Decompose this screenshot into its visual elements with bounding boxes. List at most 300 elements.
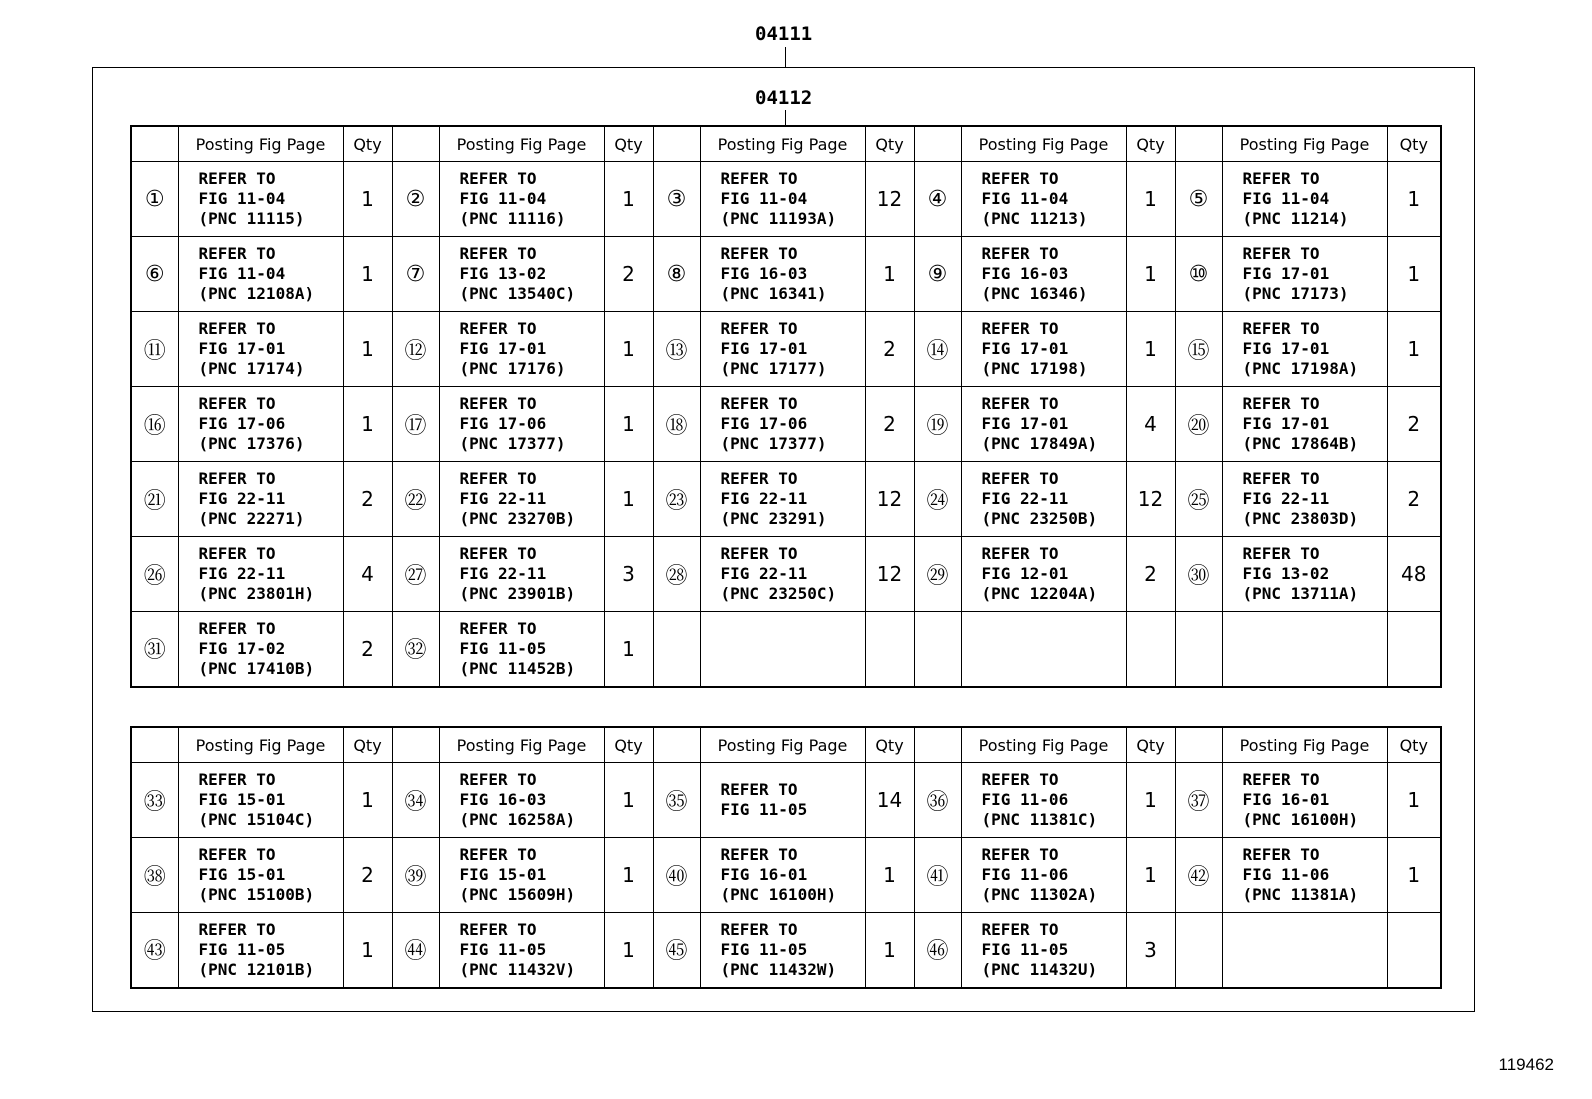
empty-cell <box>961 612 1126 687</box>
item-number: ㊲ <box>1175 763 1222 838</box>
reference-line1: REFER TO <box>981 845 1059 864</box>
posting-reference <box>700 162 865 237</box>
quantity: 12 <box>865 162 914 237</box>
reference-line3: (PNC 11116) <box>459 209 566 228</box>
posting-reference <box>439 913 604 988</box>
item-number: ⑳ <box>1175 387 1222 462</box>
posting-reference <box>700 913 865 988</box>
reference-line3: (PNC 11214) <box>1242 209 1349 228</box>
posting-reference <box>700 537 865 612</box>
reference-line2: FIG 11-06 <box>981 865 1069 884</box>
quantity: 1 <box>343 312 392 387</box>
posting-reference <box>1222 162 1387 237</box>
empty-cell <box>1387 913 1441 988</box>
reference-line1: REFER TO <box>1242 770 1320 789</box>
header-posting-fig-page: Posting Fig Page <box>178 727 343 763</box>
reference-line1: REFER TO <box>459 845 537 864</box>
empty-cell <box>653 612 700 687</box>
quantity: 1 <box>1387 162 1441 237</box>
item-number: ㉛ <box>131 612 178 687</box>
reference-line3: (PNC 13540C) <box>459 284 576 303</box>
item-number: ② <box>392 162 439 237</box>
reference-line2: FIG 17-01 <box>459 339 547 358</box>
item-number: ⑲ <box>914 387 961 462</box>
quantity: 12 <box>1126 462 1175 537</box>
empty-cell <box>1126 612 1175 687</box>
empty-cell <box>1387 612 1441 687</box>
figure-number: 119462 <box>1498 1055 1554 1074</box>
reference-line1: REFER TO <box>459 919 537 939</box>
quantity: 2 <box>865 387 914 462</box>
reference-line3: (PNC 23291) <box>720 509 827 528</box>
quantity: 1 <box>604 462 653 537</box>
header-blank <box>131 727 178 763</box>
reference-line1: REFER TO <box>198 169 276 188</box>
posting-reference <box>439 312 604 387</box>
posting-reference <box>961 838 1126 913</box>
reference-line3: (PNC 13711A) <box>1242 584 1359 603</box>
reference-line1: REFER TO <box>1242 244 1320 263</box>
posting-reference <box>178 162 343 237</box>
reference-line2: FIG 15-01 <box>198 790 286 809</box>
reference-line1: REFER TO <box>1242 469 1320 488</box>
quantity: 1 <box>343 763 392 838</box>
reference-line1: REFER TO <box>198 469 276 488</box>
posting-reference <box>178 763 343 838</box>
reference-line1: REFER TO <box>981 770 1059 789</box>
reference-line1: REFER TO <box>720 244 798 263</box>
quantity: 1 <box>343 162 392 237</box>
posting-reference <box>1222 387 1387 462</box>
reference-line3: (PNC 17849A) <box>981 434 1098 453</box>
item-number: ㊷ <box>1175 838 1222 913</box>
reference-line1: REFER TO <box>459 770 537 789</box>
quantity: 1 <box>865 913 914 988</box>
reference-line1: REFER TO <box>720 469 798 488</box>
reference-line1: REFER TO <box>459 544 537 563</box>
reference-line3: (PNC 11381C) <box>981 810 1098 829</box>
reference-line2: FIG 11-04 <box>1242 189 1330 208</box>
header-blank <box>392 126 439 162</box>
item-number: ㉝ <box>131 763 178 838</box>
reference-line2: FIG 11-05 <box>459 939 547 959</box>
item-number: ③ <box>653 162 700 237</box>
item-number: ⑭ <box>914 312 961 387</box>
reference-line3: (PNC 17176) <box>459 359 566 378</box>
empty-cell <box>1175 913 1222 988</box>
header-row <box>131 727 1441 763</box>
posting-reference <box>1222 537 1387 612</box>
table-row <box>131 312 1441 387</box>
item-number: ⑧ <box>653 237 700 312</box>
reference-line3: (PNC 17376) <box>198 434 305 453</box>
posting-reference <box>1222 237 1387 312</box>
posting-reference <box>961 162 1126 237</box>
table-row <box>131 537 1441 612</box>
quantity: 12 <box>865 462 914 537</box>
item-number: ㊴ <box>392 838 439 913</box>
reference-line2: FIG 11-04 <box>981 189 1069 208</box>
reference-line3: (PNC 23250C) <box>720 584 837 603</box>
header-blank <box>1175 126 1222 162</box>
item-number: ④ <box>914 162 961 237</box>
table-row <box>131 763 1441 838</box>
reference-line1: REFER TO <box>720 319 798 338</box>
header-qty: Qty <box>865 126 914 162</box>
header-qty: Qty <box>343 126 392 162</box>
reference-line1: REFER TO <box>198 919 276 939</box>
empty-cell <box>1222 612 1387 687</box>
reference-line2: FIG 16-03 <box>459 790 547 809</box>
quantity: 1 <box>865 838 914 913</box>
quantity: 48 <box>1387 537 1441 612</box>
posting-reference <box>700 312 865 387</box>
item-number: ㊻ <box>914 913 961 988</box>
quantity: 1 <box>1126 162 1175 237</box>
reference-line3: (PNC 16341) <box>720 284 827 303</box>
reference-line3: (PNC 17198) <box>981 359 1088 378</box>
callout-outer-label: 04111 <box>755 23 813 45</box>
reference-line2: FIG 11-04 <box>720 189 808 208</box>
reference-line1: REFER TO <box>720 845 798 864</box>
quantity: 2 <box>1387 462 1441 537</box>
header-qty: Qty <box>865 727 914 763</box>
reference-line3: (PNC 23270B) <box>459 509 576 528</box>
posting-reference <box>439 462 604 537</box>
empty-cell <box>865 612 914 687</box>
posting-reference <box>961 913 1126 988</box>
reference-line1: REFER TO <box>198 394 276 413</box>
item-number: ㉑ <box>131 462 178 537</box>
header-posting-fig-page: Posting Fig Page <box>961 727 1126 763</box>
posting-reference <box>439 237 604 312</box>
reference-line2: FIG 22-11 <box>198 489 286 508</box>
quantity: 2 <box>1387 387 1441 462</box>
reference-line2: FIG 11-05 <box>459 638 547 658</box>
reference-line2: FIG 16-01 <box>1242 790 1330 809</box>
posting-reference <box>961 763 1126 838</box>
reference-line3: (PNC 11213) <box>981 209 1088 228</box>
reference-line2: FIG 17-01 <box>198 339 286 358</box>
item-number: ⑱ <box>653 387 700 462</box>
reference-line1: REFER TO <box>981 544 1059 563</box>
posting-reference <box>439 763 604 838</box>
header-blank <box>392 727 439 763</box>
quantity: 1 <box>865 237 914 312</box>
reference-line3: (PNC 11432U) <box>981 959 1098 979</box>
header-qty: Qty <box>604 727 653 763</box>
posting-reference <box>439 838 604 913</box>
reference-line1: REFER TO <box>1242 169 1320 188</box>
quantity: 1 <box>1126 838 1175 913</box>
reference-line3: (PNC 12204A) <box>981 584 1098 603</box>
header-blank <box>1175 727 1222 763</box>
reference-line3: (PNC 22271) <box>198 509 305 528</box>
posting-reference <box>178 387 343 462</box>
posting-reference <box>178 612 343 687</box>
table-row <box>131 612 1441 687</box>
reference-line2: FIG 11-05 <box>720 939 808 959</box>
reference-line2: FIG 16-03 <box>981 264 1069 283</box>
quantity: 1 <box>1387 312 1441 387</box>
header-posting-fig-page: Posting Fig Page <box>439 727 604 763</box>
reference-line1: REFER TO <box>981 169 1059 188</box>
quantity: 1 <box>343 237 392 312</box>
reference-line1: REFER TO <box>981 394 1059 413</box>
reference-line3: (PNC 23803D) <box>1242 509 1359 528</box>
reference-line2: FIG 17-02 <box>198 638 286 658</box>
reference-line2: FIG 11-04 <box>459 189 547 208</box>
reference-line3: (PNC 17377) <box>459 434 566 453</box>
reference-line2: FIG 17-01 <box>720 339 808 358</box>
posting-reference <box>961 312 1126 387</box>
reference-line1: REFER TO <box>720 169 798 188</box>
item-number: ㉜ <box>392 612 439 687</box>
posting-reference <box>1222 763 1387 838</box>
reference-line1: REFER TO <box>981 469 1059 488</box>
reference-line2: FIG 11-04 <box>198 264 286 283</box>
reference-line3: (PNC 17173) <box>1242 284 1349 303</box>
quantity: 2 <box>343 838 392 913</box>
reference-line2: FIG 11-04 <box>198 189 286 208</box>
reference-line3: (PNC 11193A) <box>720 209 837 228</box>
reference-line2: FIG 17-06 <box>720 414 808 433</box>
reference-line3: (PNC 11302A) <box>981 885 1098 904</box>
posting-reference <box>439 612 604 687</box>
quantity: 1 <box>1387 763 1441 838</box>
quantity: 2 <box>865 312 914 387</box>
reference-line3: (PNC 11115) <box>198 209 305 228</box>
item-number: ① <box>131 162 178 237</box>
reference-line2: FIG 13-02 <box>459 264 547 283</box>
table-row <box>131 162 1441 237</box>
reference-line1: REFER TO <box>198 319 276 338</box>
quantity: 2 <box>343 462 392 537</box>
header-qty: Qty <box>1126 126 1175 162</box>
posting-reference <box>178 537 343 612</box>
quantity: 4 <box>343 537 392 612</box>
item-number: ㉒ <box>392 462 439 537</box>
reference-line1: REFER TO <box>459 319 537 338</box>
reference-line3: (PNC 23250B) <box>981 509 1098 528</box>
empty-cell <box>914 612 961 687</box>
item-number: ⑯ <box>131 387 178 462</box>
reference-line3: (PNC 11452B) <box>459 658 576 678</box>
reference-line3: (PNC 15609H) <box>459 885 576 904</box>
reference-line2: FIG 22-11 <box>720 564 808 583</box>
posting-reference <box>961 237 1126 312</box>
item-number: ㉟ <box>653 763 700 838</box>
item-number: ⑩ <box>1175 237 1222 312</box>
quantity: 2 <box>1126 537 1175 612</box>
posting-reference <box>178 237 343 312</box>
reference-line1: REFER TO <box>1242 845 1320 864</box>
quantity: 1 <box>1387 838 1441 913</box>
callout-inner-label: 04112 <box>755 87 813 109</box>
reference-line3: (PNC 15100B) <box>198 885 315 904</box>
quantity: 1 <box>604 162 653 237</box>
reference-line3: (PNC 17377) <box>720 434 827 453</box>
quantity: 3 <box>1126 913 1175 988</box>
quantity: 1 <box>604 387 653 462</box>
reference-line1: REFER TO <box>1242 319 1320 338</box>
reference-line1: REFER TO <box>198 770 276 789</box>
header-blank <box>653 727 700 763</box>
reference-line2: FIG 17-01 <box>981 414 1069 433</box>
item-number: ㊺ <box>653 913 700 988</box>
reference-line2: FIG 22-11 <box>1242 489 1330 508</box>
reference-line1: REFER TO <box>459 394 537 413</box>
header-posting-fig-page: Posting Fig Page <box>439 126 604 162</box>
reference-line1: REFER TO <box>981 244 1059 263</box>
reference-line3: (PNC 16258A) <box>459 810 576 829</box>
reference-line2: FIG 16-01 <box>720 865 808 884</box>
reference-line2: FIG 16-03 <box>720 264 808 283</box>
header-posting-fig-page: Posting Fig Page <box>961 126 1126 162</box>
reference-line2: FIG 22-11 <box>720 489 808 508</box>
reference-line2: FIG 22-11 <box>459 489 547 508</box>
reference-line2: FIG 13-02 <box>1242 564 1330 583</box>
posting-reference <box>178 312 343 387</box>
reference-line2: FIG 17-01 <box>1242 414 1330 433</box>
reference-line3: (PNC 11381A) <box>1242 885 1359 904</box>
header-qty: Qty <box>1387 126 1441 162</box>
quantity: 3 <box>604 537 653 612</box>
reference-line2: FIG 11-06 <box>981 790 1069 809</box>
reference-line2: FIG 11-06 <box>1242 865 1330 884</box>
reference-line3: (PNC 16100H) <box>720 885 837 904</box>
reference-table-1 <box>130 125 1442 688</box>
quantity: 1 <box>1126 237 1175 312</box>
reference-table-2 <box>130 726 1442 989</box>
posting-reference <box>178 462 343 537</box>
reference-line2: FIG 15-01 <box>459 865 547 884</box>
item-number: ㊵ <box>653 838 700 913</box>
reference-line1: REFER TO <box>720 544 798 563</box>
callout-inner-leader <box>785 110 786 126</box>
item-number: ㉙ <box>914 537 961 612</box>
reference-line3: (PNC 12108A) <box>198 284 315 303</box>
reference-line3: (PNC 11432V) <box>459 959 576 979</box>
reference-line1: REFER TO <box>459 169 537 188</box>
item-number: ㉓ <box>653 462 700 537</box>
quantity: 1 <box>343 913 392 988</box>
reference-line1: REFER TO <box>459 618 537 638</box>
reference-line2: FIG 12-01 <box>981 564 1069 583</box>
item-number: ㊸ <box>131 913 178 988</box>
quantity: 1 <box>604 913 653 988</box>
item-number: ㉔ <box>914 462 961 537</box>
reference-line2: FIG 17-01 <box>1242 339 1330 358</box>
reference-line1: REFER TO <box>1242 544 1320 563</box>
posting-reference <box>439 162 604 237</box>
header-blank <box>653 126 700 162</box>
empty-cell <box>700 612 865 687</box>
quantity: 1 <box>1126 312 1175 387</box>
item-number: ⑨ <box>914 237 961 312</box>
reference-line2: FIG 11-05 <box>981 939 1069 959</box>
reference-line1: REFER TO <box>459 469 537 488</box>
posting-reference <box>1222 462 1387 537</box>
posting-reference <box>439 537 604 612</box>
reference-line1: REFER TO <box>981 919 1059 939</box>
reference-line3: (PNC 11432W) <box>720 959 837 979</box>
posting-reference <box>700 387 865 462</box>
reference-line1: REFER TO <box>720 919 798 939</box>
reference-line2: FIG 11-05 <box>198 939 286 959</box>
header-posting-fig-page: Posting Fig Page <box>700 727 865 763</box>
header-qty: Qty <box>1126 727 1175 763</box>
posting-reference <box>700 838 865 913</box>
header-blank <box>914 727 961 763</box>
reference-line2: FIG 17-01 <box>981 339 1069 358</box>
reference-line2: FIG 17-06 <box>198 414 286 433</box>
item-number: ㊹ <box>392 913 439 988</box>
posting-reference <box>1222 312 1387 387</box>
table-row <box>131 913 1441 988</box>
posting-reference <box>700 237 865 312</box>
header-qty: Qty <box>604 126 653 162</box>
reference-line2: FIG 17-01 <box>1242 264 1330 283</box>
header-posting-fig-page: Posting Fig Page <box>1222 126 1387 162</box>
reference-line1: REFER TO <box>198 845 276 864</box>
quantity: 14 <box>865 763 914 838</box>
table-row <box>131 387 1441 462</box>
quantity: 12 <box>865 537 914 612</box>
posting-reference <box>961 462 1126 537</box>
item-number: ⑮ <box>1175 312 1222 387</box>
item-number: ⑦ <box>392 237 439 312</box>
table-row <box>131 462 1441 537</box>
reference-line3: (PNC 16346) <box>981 284 1088 303</box>
reference-line1: REFER TO <box>720 394 798 413</box>
header-posting-fig-page: Posting Fig Page <box>700 126 865 162</box>
header-posting-fig-page: Posting Fig Page <box>178 126 343 162</box>
quantity: 4 <box>1126 387 1175 462</box>
item-number: ㊱ <box>914 763 961 838</box>
posting-reference <box>961 387 1126 462</box>
header-blank <box>914 126 961 162</box>
header-blank <box>131 126 178 162</box>
reference-line2: FIG 17-06 <box>459 414 547 433</box>
reference-line2: FIG 22-11 <box>981 489 1069 508</box>
table-row <box>131 237 1441 312</box>
reference-line2: FIG 22-11 <box>459 564 547 583</box>
empty-cell <box>1175 612 1222 687</box>
posting-reference <box>700 462 865 537</box>
quantity: 1 <box>343 387 392 462</box>
reference-line3: (PNC 17410B) <box>198 658 315 678</box>
quantity: 2 <box>604 237 653 312</box>
reference-line3: (PNC 23801H) <box>198 584 315 603</box>
reference-line3: (PNC 17864B) <box>1242 434 1359 453</box>
item-number: ㉕ <box>1175 462 1222 537</box>
reference-line3: (PNC 17177) <box>720 359 827 378</box>
posting-reference <box>178 913 343 988</box>
reference-line1: REFER TO <box>198 544 276 563</box>
posting-reference <box>178 838 343 913</box>
item-number: ⑤ <box>1175 162 1222 237</box>
item-number: ⑬ <box>653 312 700 387</box>
item-number: ㊳ <box>131 838 178 913</box>
quantity: 1 <box>1126 763 1175 838</box>
item-number: ㉗ <box>392 537 439 612</box>
item-number: ⑫ <box>392 312 439 387</box>
item-number: ㊶ <box>914 838 961 913</box>
reference-line3: (PNC 17198A) <box>1242 359 1359 378</box>
reference-line1: REFER TO <box>459 244 537 263</box>
item-number: ㉞ <box>392 763 439 838</box>
